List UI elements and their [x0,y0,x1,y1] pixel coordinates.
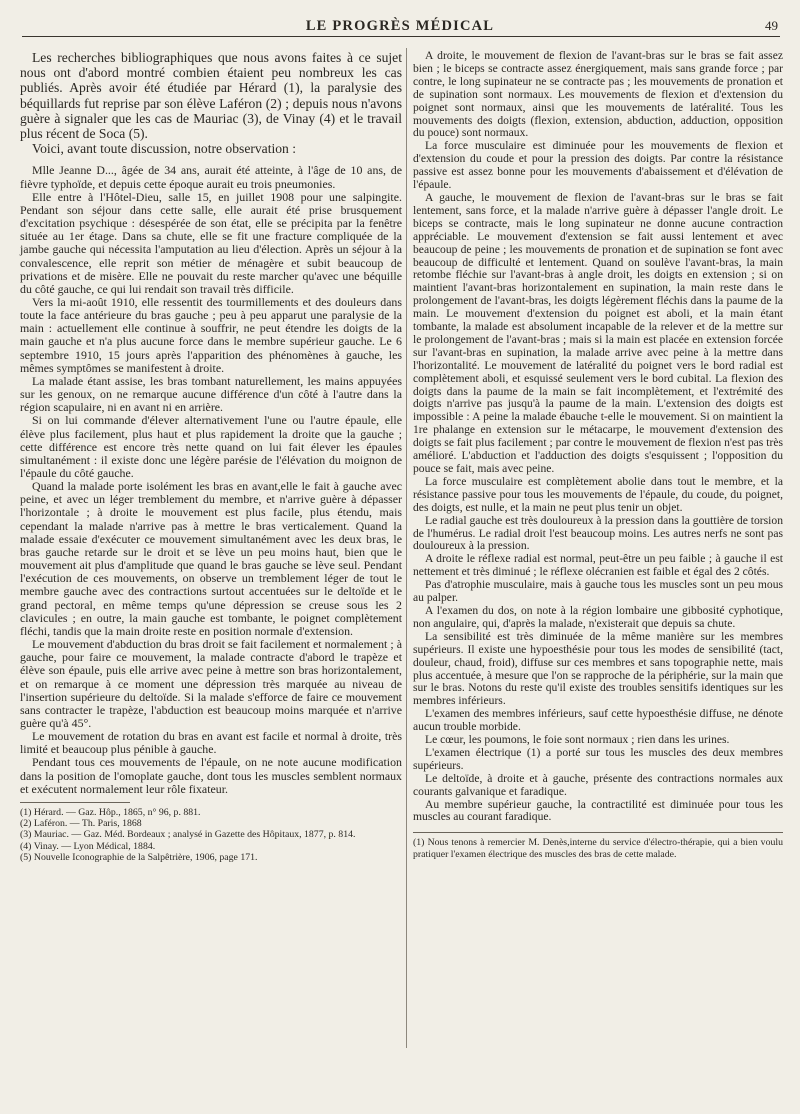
body-paragraph: L'examen des membres inférieurs, sauf cette hypoesthésie diffuse, ne dénote aucun trouble morbide. [413,707,783,734]
body-paragraph: Le cœur, les poumons, le foie sont normaux ; rien dans les urines. [425,733,730,747]
observation-paragraph: Pendant tous ces mouvements de l'épaule, on ne note aucune modification dans la position de l'omoplate gauche, dont tous les muscles semblent normaux et exécutent normalement leur rôle fixateur. [20,755,402,796]
intro-paragraph: Voici, avant toute discussion, notre observation : [32,141,297,157]
footnote: (1) Hérard. — Gaz. Hôp., 1865, n° 96, p. 881. [20,806,201,818]
footnote: (5) Nouvelle Iconographie de la Salpêtrière, 1906, page 171. [20,851,258,863]
footnote: (3) Mauriac. — Gaz. Méd. Bordeaux ; analysé in Gazette des Hôpitaux, 1877, p. 814. [20,829,356,841]
body-paragraph: La force musculaire est complètement abolie dans tout le membre, et la résistance passive pour tous les mouvements de l'épaule, du coude, du poignet, des doigts, est nulle, et la main ne peut plus tenir un objet. [413,474,783,514]
body-paragraph: La sensibilité est très diminuée de la même manière sur les membres supérieurs. Il existe une hypoesthésie pour tous les modes de sensibilité (tact, douleur, chaud, froid), diffuse sur ces membres et sans topographie nette, mais plus accentuée, à mesure que l'on se rapproche de la périphérie, sur la main que sur le bras. Notons du reste qu'il existe des troubles sensitifs identiques sur les membres inférieurs. [413,629,783,708]
column-divider [406,48,407,1048]
running-header [20,14,780,38]
footnote-rule [413,832,783,833]
observation-paragraph: Elle entre à l'Hôtel-Dieu, salle 15, en juillet 1908 pour une salpingite. Pendant son séjour dans cette salle, elle aurait été prise brusquement d'excitation psychique : désespérée de son état, elle se précipita par la fenêtre située au 1er étage. Dans sa chute, elle se fit une fracture compliquée de la jambe gauche qui nécessita l'amputation au lieu d'élection. Après un séjour à la convalescence, elle reprit son métier de ménagère et subit beaucoup de privations et de misère. Elle ne pouvait du reste marcher qu'avec une béquille du côté gauche, ce qui lui rendait son travail très difficile. [20,189,402,296]
body-paragraph: Le radial gauche est très douloureux à la pression dans la gouttière de torsion de l'humérus. Le radial droit l'est beaucoup moins. Les autres nerfs ne sont pas douloureux à la pression. [413,513,783,553]
observation-paragraph: Le mouvement d'abduction du bras droit se fait facilement et normalement ; à gauche, pour faire ce mouvement, la malade contracte d'abord le trapèze et élève son épaule, puis elle arrive avec peine à mettre son bras horizontalement, et on remarque à ce moment une dépression très marquée au niveau de l'insertion supérieure du deltoïde. Si la malade s'efforce de faire ce mouvement sans contracter le trapèze, l'abduction est beaucoup moins marquée et n'arrive guère qu'à 45°. [20,637,402,730]
observation-paragraph: Mlle Jeanne D..., âgée de 34 ans, aurait été atteinte, à l'âge de 10 ans, de fièvre typhoïde, et depuis cette époque aurait eu trois pneumonies. [20,163,402,191]
footnotes [20,807,402,863]
right-column [413,50,783,860]
body-paragraph: L'examen électrique (1) a porté sur tous les muscles des deux membres supérieurs. [413,745,783,772]
page-number: 49 [765,18,778,33]
observation-paragraph: Quand la malade porte isolément les bras en avant,elle le fait à gauche avec peine, et avec un léger tremblement du membre, et n'arrive guère à dépasser l'horizontale ; à droite le mouvement est plus facile, plus étendu, mais cependant la malade n'arrive pas à mettre le bras verticalement. Quand la malade essaie d'exécuter ce mouvement simultanément avec les deux bras, le bras gauche retarde sur le droit et se lève un peu moins haut, bien que le mouvement ait plus d'amplitude que quand le bras gauche se lève seul. Pendant l'exécution de ces mouvements, on observe un tremblement léger de tout le membre gauche avec des contractions surtout accentuées sur le deltoïde et le grand pectoral, en même temps qu'une dépression se creuse sous les 2 clavicules ; en outre, la main gauche est tombante, le poignet complètement fléchi, tandis que la main droite reste en position normale d'extension. [20,479,402,638]
observation-paragraph: Vers la mi-août 1910, elle ressentit des tourmillements et des douleurs dans toute la face antérieure du bras gauche ; peu à peu apparut une paralysie de la main : actuellement elle continue à souffrir, ne peut étendre les doigts de la main gauche et n'a plus aucune force dans le membre supérieur gauche. Le 6 septembre 1910, 15 jours après l'apparition des phénomènes à gauche, les mêmes symptômes se manifestent à droite. [20,294,402,375]
observation-paragraph: Si on lui commande d'élever alternativement l'une ou l'autre épaule, elle élève plus facilement, plus haut et plus rapidement la droite que la gauche ; cette différence est encore très nette quand on lui fait élever les épaules simultanément : il existe donc une légère parésie de l'élévation du moignon de l'épaule du côté gauche. [20,413,402,481]
left-column [20,50,402,863]
body-paragraph: Au membre supérieur gauche, la contractilité est diminuée pour tous les muscles au courant faradique. [413,797,783,824]
footnote-rule [20,802,130,803]
body-paragraph: Pas d'atrophie musculaire, mais à gauche tous les muscles sont un peu mous au palper. [413,578,783,605]
body-paragraph: La force musculaire est diminuée pour les mouvements de flexion et d'extension du coude et pour la pression des doigts. Par contre la résistance passive est assez bonne pour les mouvements d'abaissement et d'élévation de l'épaule. [413,139,783,192]
footnote: (2) Laféron. — Th. Paris, 1868 [20,818,142,830]
footnote: (4) Vinay. — Lyon Médical, 1884. [20,840,156,852]
body-paragraph: A droite le réflexe radial est normal, peut-être un peu faible ; à gauche il est nettement et très diminué ; le réflexe olécranien est faible et égal des 2 côtés. [413,552,783,579]
body-paragraph: A l'examen du dos, on note à la région lombaire une gibbosité cyphotique, non angulaire, qui, d'après la malade, n'existerait que depuis sa chute. [413,603,783,630]
journal-title: LE PROGRÈS MÉDICAL [305,18,495,34]
header-rule [22,36,780,37]
body-paragraph: Le deltoïde, à droite et à gauche, présente des contractions normales aux courants galvanique et faradique. [413,771,783,798]
footnote: (1) Nous tenons à remercier M. Denès,interne du service d'électro-thérapie, qui a bien voulu pratiquer l'examen électrique des muscles des bras de cette malade. [413,837,783,860]
body-paragraph: A gauche, le mouvement de flexion de l'avant-bras sur le bras se fait lentement, sans force, et la malade n'arrive guère à dépasser l'angle droit. Le biceps se contracte, mais le long supinateur ne donne aucune contraction appréciable. Le mouvement d'extension se fait aussi lentement et avec beaucoup de peine ; les mouvements de pronation et de supination se font avec beaucoup de difficulté et lentement. Quand on soulève l'avant-bras, la main retombe fléchie sur l'avant-bras à angle droit, les doigts en extension ; si on maintient l'avant-bras horizontalement en supination, la main reste dans le prolongement de l'avant-bras, les doigts légèrement fléchis dans la paume de la main. Le mouvement d'extension du poignet est aboli, et la main étant tombante, la malade est absolument incapable de la relever et de la mettre sur le prolongement de l'avant-bras ; mais si la main est placée en extension forcée sur l'avant-bras en supination, la malade arrive avec peine à la mettre dans l'horizontalité. Le mouvement de latéralité du poignet vers le bord radial est complètement aboli, et esquissé seulement vers le bord cubital. La flexion des doigts dans la paume de la main se fait incomplètement, et l'extrémité des doigts n'arrive pas jusqu'à la paume de la main. L'extension des doigts est impossible : A peine la malade ébauche t-elle le mouvement. Si on maintient la 1re phalange en extension sur le métacarpe, le mouvement d'extension des doigts se fait plus facilement ; par contre le mouvement de flexion n'est pas très amélioré. L'abduction et l'adduction des doigts s'esquissent ; l'opposition du pouce se fait, mais avec peine. [413,190,783,475]
observation-paragraph: La malade étant assise, les bras tombant naturellement, les mains appuyées sur les genoux, on ne remarque aucune différence d'un côté à l'autre dans la région scapulaire, ni en avant ni en arrière. [20,373,402,415]
body-paragraph: A droite, le mouvement de flexion de l'avant-bras sur le bras se fait assez bien ; le biceps se contracte assez énergiquement, mais sans grande force ; par contre, le long supinateur ne se contracte pas ; les mouvements de pronation et de supination sont normaux. Les mouvements de flexion et d'extension du poignet sont normaux, ainsi que les mouvements de latéralité. Tous les mouvements des doigts (flexion, extension, abduction, adduction, opposition du pouce) sont normaux. [413,49,783,140]
observation-paragraph: Le mouvement de rotation du bras en avant est facile et normal à droite, très limité et beaucoup plus pénible à gauche. [20,729,402,757]
intro-paragraph: Les recherches bibliographiques que nous avons faites à ce sujet nous ont d'abord montré combien étaient peu nombreux les cas publiés. Après avoir été étudiée par Hérard (1), la paralysie des béquillards fut reprise par son élève Laféron (2) ; depuis nous n'avons guère à signaler que les cas de Mauriac (3), de Vinay (4) et le travail plus récent de Soca (5). [20,50,402,142]
